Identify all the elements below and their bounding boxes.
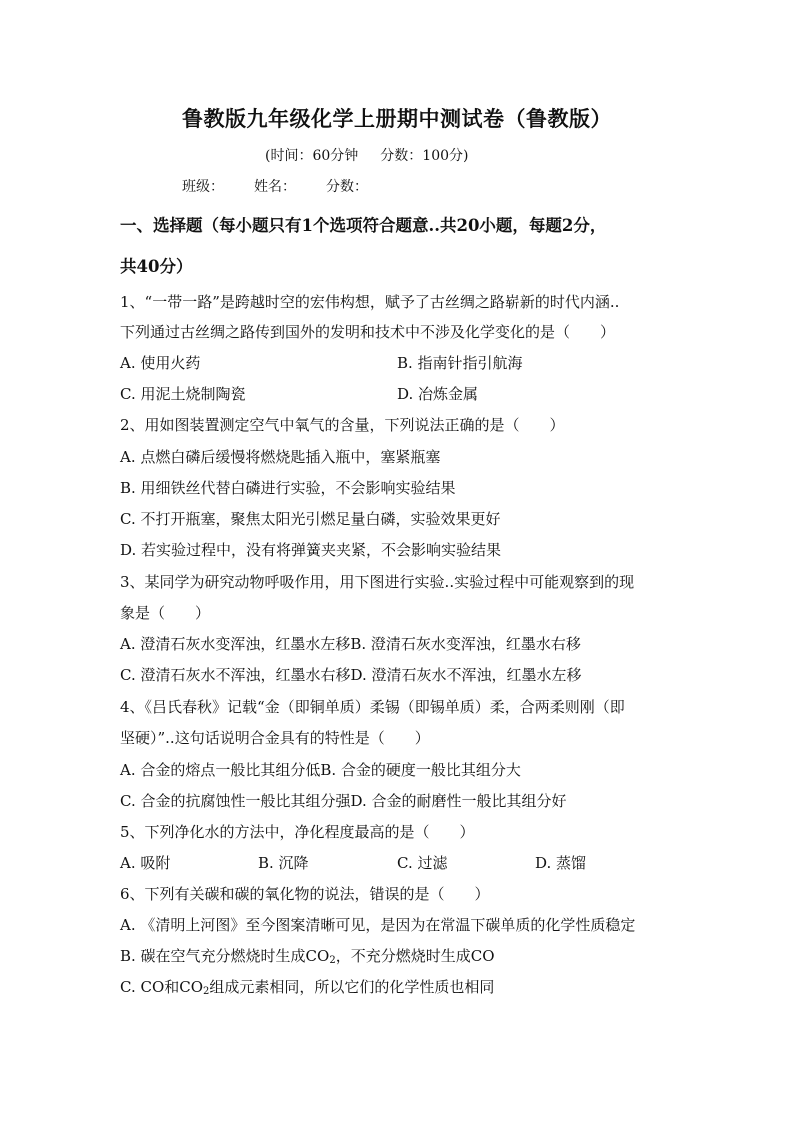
q1-option-d: D. 冶炼金属 (397, 385, 479, 403)
q1-stem-line1: 1、“一带一路”是跨越时空的宏伟构想，赋予了古丝绸之路崭新的时代内涵.. (120, 293, 620, 311)
q6-option-b-pre: B. 碳在空气充分燃烧时生成CO (120, 947, 330, 965)
class-label: 班级： (182, 179, 224, 195)
q2-option-d: D. 若实验过程中，没有将弹簧夹夹紧，不会影响实验结果 (120, 541, 502, 559)
q2-option-c: C. 不打开瓶塞，聚焦太阳光引燃足量白磷，实验效果更好 (120, 510, 501, 528)
q3-stem-line1: 3、某同学为研究动物呼吸作用，用下图进行实验..实验过程中可能观察到的现 (120, 573, 635, 591)
name-label: 姓名： (254, 179, 296, 195)
q4-stem-line2: 坚硬）”..这句话说明合金具有的特性是（ ） (120, 729, 430, 747)
q1-stem-line2: 下列通过古丝绸之路传到国外的发明和技术中不涉及化学变化的是（ ） (120, 323, 616, 341)
q2-option-a: A. 点燃白磷后缓慢将燃烧匙插入瓶中，塞紧瓶塞 (120, 448, 441, 466)
student-info-line (182, 176, 398, 196)
q6-option-a: A. 《清明上河图》至今图案清晰可见，是因为在常温下碳单质的化学性质稳定 (120, 916, 636, 934)
exam-meta (265, 145, 468, 165)
q1-option-b: B. 指南针指引航海 (397, 354, 523, 372)
q2-option-b: B. 用细铁丝代替白磷进行实验，不会影响实验结果 (120, 479, 456, 497)
q5-option-b: B. 沉降 (258, 854, 309, 872)
q4-stem-line1: 4、《吕氏春秋》记载“金（即铜单质）柔锡（即锡单质）柔，合两柔则刚（即 (120, 698, 625, 716)
q5-stem: 5、下列净化水的方法中，净化程度最高的是（ ） (120, 823, 475, 841)
q6-stem: 6、下列有关碳和碳的氧化物的说法，错误的是（ ） (120, 885, 490, 903)
q6-option-b-subscript: 2 (329, 955, 336, 966)
exam-time: (时间：60分钟 (265, 148, 359, 164)
q3-options-cd: C. 澄清石灰水不浑浊，红墨水右移D. 澄清石灰水不浑浊，红墨水左移 (120, 666, 582, 684)
section-heading-line1: 一、选择题（每小题只有1个选项符合题意..共20小题，每题2分， (120, 216, 607, 235)
q6-option-c-subscript: 2 (203, 986, 210, 997)
section-heading-line2: 共40分） (120, 257, 193, 276)
q6-option-b (120, 945, 495, 966)
q3-stem-line2: 象是（ ） (120, 604, 211, 622)
page-title: 鲁教版九年级化学上册期中测试卷（鲁教版） (182, 106, 612, 131)
q6-option-c-post: 组成元素相同，所以它们的化学性质也相同 (209, 978, 495, 996)
q5-option-d: D. 蒸馏 (535, 854, 587, 872)
q1-option-c: C. 用泥土烧制陶瓷 (120, 385, 246, 403)
exam-score-total: 分数：100分) (380, 148, 469, 164)
q6-option-c-pre: C. CO和CO (120, 978, 204, 996)
score-label: 分数： (326, 179, 368, 195)
q3-options-ab: A. 澄清石灰水变浑浊，红墨水左移B. 澄清石灰水变浑浊，红墨水右移 (120, 635, 581, 653)
q6-option-b-post: ，不充分燃烧时生成CO (335, 947, 495, 965)
q1-option-a: A. 使用火药 (120, 354, 201, 372)
q5-option-a: A. 吸附 (120, 854, 171, 872)
q4-options-cd: C. 合金的抗腐蚀性一般比其组分强D. 合金的耐磨性一般比其组分好 (120, 792, 567, 810)
q2-stem: 2、用如图装置测定空气中氧气的含量，下列说法正确的是（ ） (120, 416, 565, 434)
q5-option-c: C. 过滤 (397, 854, 448, 872)
q6-option-c (120, 976, 494, 997)
q4-options-ab: A. 合金的熔点一般比其组分低B. 合金的硬度一般比其组分大 (120, 761, 521, 779)
